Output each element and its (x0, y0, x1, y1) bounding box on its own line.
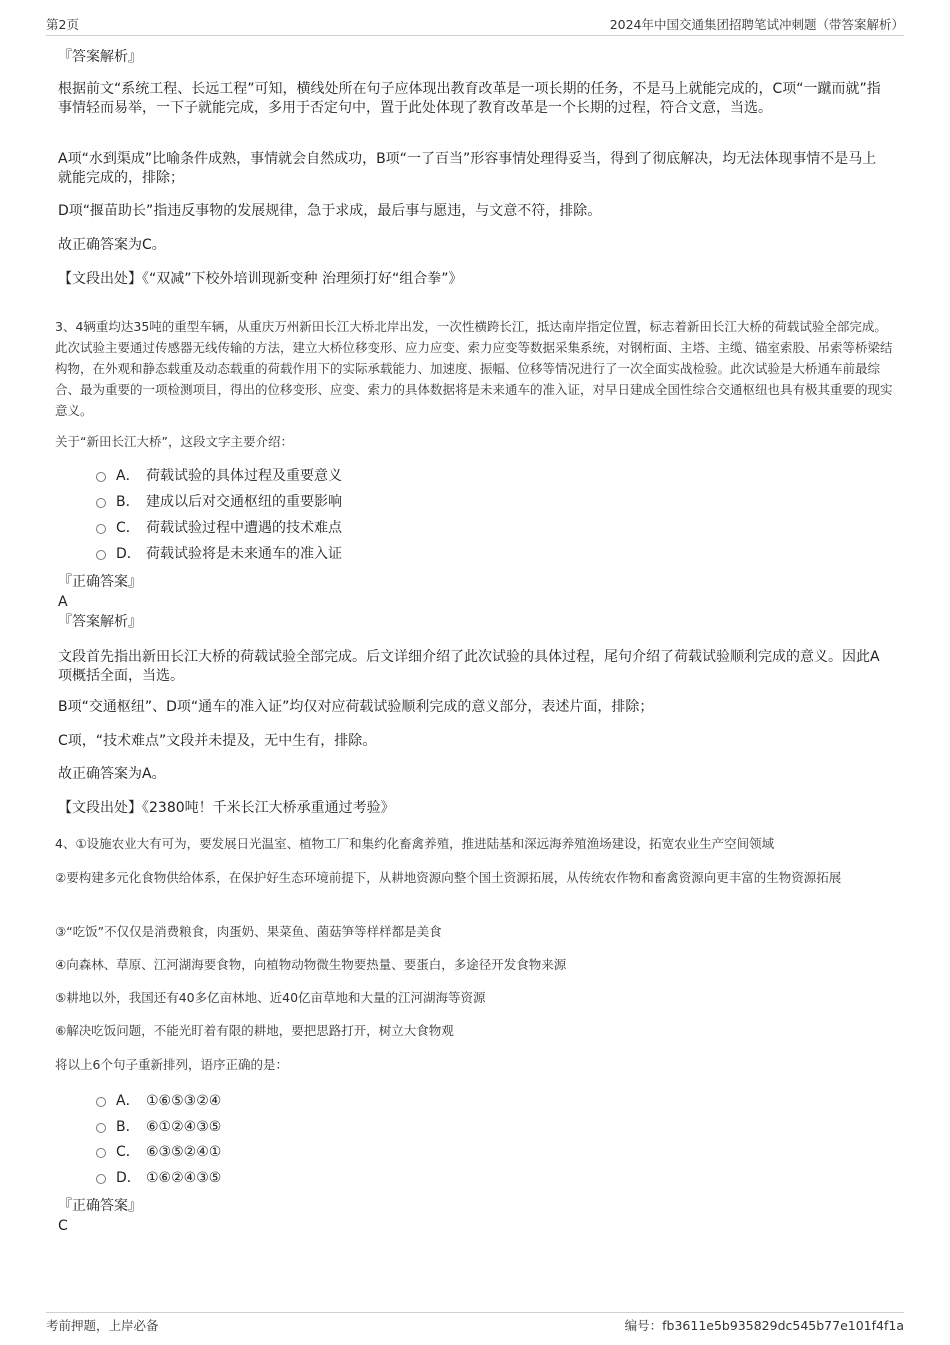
analysis-paragraph: 根据前文“系统工程、长远工程”可知，横线处所在句子应体现出教育改革是一项长期的任务，不是马上就能完成的，C项“一蹴而就”指事情轻而易举，一下子就能完成，多用于否定句中，置于此处体现了教育改革是一个长期的过程，符合文意，当选。 (58, 81, 881, 116)
question-4-sentence: 4、①设施农业大有可为，要发展日光温室、植物工厂和集约化畜禽养殖，推进陆基和深远海养殖渔场建设，拓宽农业生产空间领域 (55, 836, 775, 851)
option-letter: C． (116, 520, 140, 536)
option-letter: A． (116, 468, 140, 484)
option-letter: D． (116, 546, 141, 562)
question-4-sentence: ⑤耕地以外，我国还有40多亿亩林地、近40亿亩草地和大量的江河湖海等资源 (55, 990, 486, 1005)
option-text: 建成以后对交通枢纽的重要影响 (146, 494, 342, 510)
option-d[interactable] (96, 1168, 221, 1188)
page-footer (46, 1312, 904, 1333)
analysis-paragraph: D项“揠苗助长”指违反事物的发展规律，急于求成，最后事与愿违，与文意不符，排除。 (58, 203, 602, 219)
analysis-paragraph: B项“交通枢纽”、D项“通车的准入证”均仅对应荷载试验顺利完成的意义部分，表述片面，排除； (58, 699, 654, 715)
option-letter: B． (116, 1119, 140, 1135)
radio-icon[interactable] (96, 1097, 106, 1107)
correct-answer: C (58, 1218, 68, 1234)
page-header (46, 15, 904, 36)
option-text: 荷载试验的具体过程及重要意义 (146, 468, 342, 484)
analysis-conclusion: 故正确答案为C。 (58, 237, 166, 253)
analysis-paragraph: C项，“技术难点”文段并未提及，无中生有，排除。 (58, 733, 377, 749)
document-title: 2024年中国交通集团招聘笔试冲刺题（带答案解析） (609, 17, 904, 32)
question-3-prompt: 关于“新田长江大桥”，这段文字主要介绍： (55, 434, 293, 449)
option-text: ①⑥②④③⑤ (146, 1170, 222, 1186)
option-text: ⑥①②④③⑤ (146, 1119, 222, 1135)
option-letter: A． (116, 1093, 140, 1109)
option-letter: B． (116, 494, 140, 510)
radio-icon[interactable] (96, 1174, 106, 1184)
question-4-sentence: ②要构建多元化食物供给体系，在保护好生态环境前提下，从耕地资源向整个国土资源拓展，从传统农作物和畜禽资源向更丰富的生物资源拓展 (55, 870, 842, 885)
option-d[interactable] (96, 544, 342, 564)
answer-label: 『正确答案』 (58, 1198, 142, 1214)
option-c[interactable] (96, 518, 342, 538)
option-c[interactable] (96, 1142, 221, 1162)
radio-icon[interactable] (96, 550, 106, 560)
question-4-sentence: ④向森林、草原、江河湖海要食物，向植物动物微生物要热量、要蛋白，多途径开发食物来源 (55, 957, 567, 972)
analysis-paragraph: A项“水到渠成”比喻条件成熟，事情就会自然成功，B项“一了百当”形容事情处理得妥当，得到了彻底解决，均无法体现事情不是马上就能完成的，排除； (58, 151, 877, 186)
question-4-prompt: 将以上6个句子重新排列，语序正确的是： (55, 1057, 288, 1072)
option-text: 荷载试验将是未来通车的准入证 (146, 546, 342, 562)
source-citation: 【文段出处】《2380吨！千米长江大桥承重通过考验》 (58, 800, 395, 816)
footer-slogan: 考前押题，上岸必备 (46, 1318, 159, 1333)
source-citation: 【文段出处】《“双减”下校外培训现新变种 治理须打好“组合拳”》 (58, 271, 463, 287)
option-a[interactable] (96, 466, 342, 486)
answer-label: 『正确答案』 (58, 574, 142, 590)
document-code: 编号：fb3611e5b935829dc545b77e101f4f1a (624, 1318, 904, 1333)
option-letter: D． (116, 1170, 141, 1186)
correct-answer: A (58, 594, 68, 610)
option-a[interactable] (96, 1091, 221, 1111)
analysis-paragraph: 文段首先指出新田长江大桥的荷载试验全部完成。后文详细介绍了此次试验的具体过程，尾句介绍了荷载试验顺利完成的意义。因此A项概括全面，当选。 (58, 649, 880, 684)
radio-icon[interactable] (96, 498, 106, 508)
option-text: ⑥③⑤②④① (146, 1144, 222, 1160)
option-letter: C． (116, 1144, 140, 1160)
radio-icon[interactable] (96, 472, 106, 482)
analysis-conclusion: 故正确答案为A。 (58, 766, 166, 782)
page-number: 第2页 (46, 17, 79, 32)
radio-icon[interactable] (96, 524, 106, 534)
option-b[interactable] (96, 1117, 221, 1137)
analysis-label: 『答案解析』 (58, 49, 142, 65)
option-text: ①⑥⑤③②④ (146, 1093, 222, 1109)
analysis-label: 『答案解析』 (58, 614, 142, 630)
question-3-text: 3、4辆重均达35吨的重型车辆，从重庆万州新田长江大桥北岸出发，一次性横跨长江，抵达南岸指定位置，标志着新田长江大桥的荷载试验全部完成。此次试验主要通过传感器无线传输的方法，建立大桥位移变形、应力应变、索力应变等数据采集系统，对钢桁面、主塔、主缆、锚室索股、吊索等桥梁结构物，在外观和静态载重及动态载重的荷载作用下的实际承载能力、加速度、振幅、位移等情况进行了一次全面实战检验。此次试验是大桥通车前最综合、最为重要的一项检测项目，得出的位移变形、应变、索力的具体数据将是未来通车的准入证，对早日建成全国性综合交通枢纽也具有极其重要的现实意义。 (55, 319, 893, 418)
radio-icon[interactable] (96, 1148, 106, 1158)
radio-icon[interactable] (96, 1123, 106, 1133)
option-b[interactable] (96, 492, 342, 512)
option-text: 荷载试验过程中遭遇的技术难点 (146, 520, 342, 536)
question-4-sentence: ③“吃饭”不仅仅是消费粮食，肉蛋奶、果菜鱼、菌菇笋等样样都是美食 (55, 924, 442, 939)
question-4-sentence: ⑥解决吃饭问题，不能光盯着有限的耕地，要把思路打开，树立大食物观 (55, 1023, 454, 1038)
